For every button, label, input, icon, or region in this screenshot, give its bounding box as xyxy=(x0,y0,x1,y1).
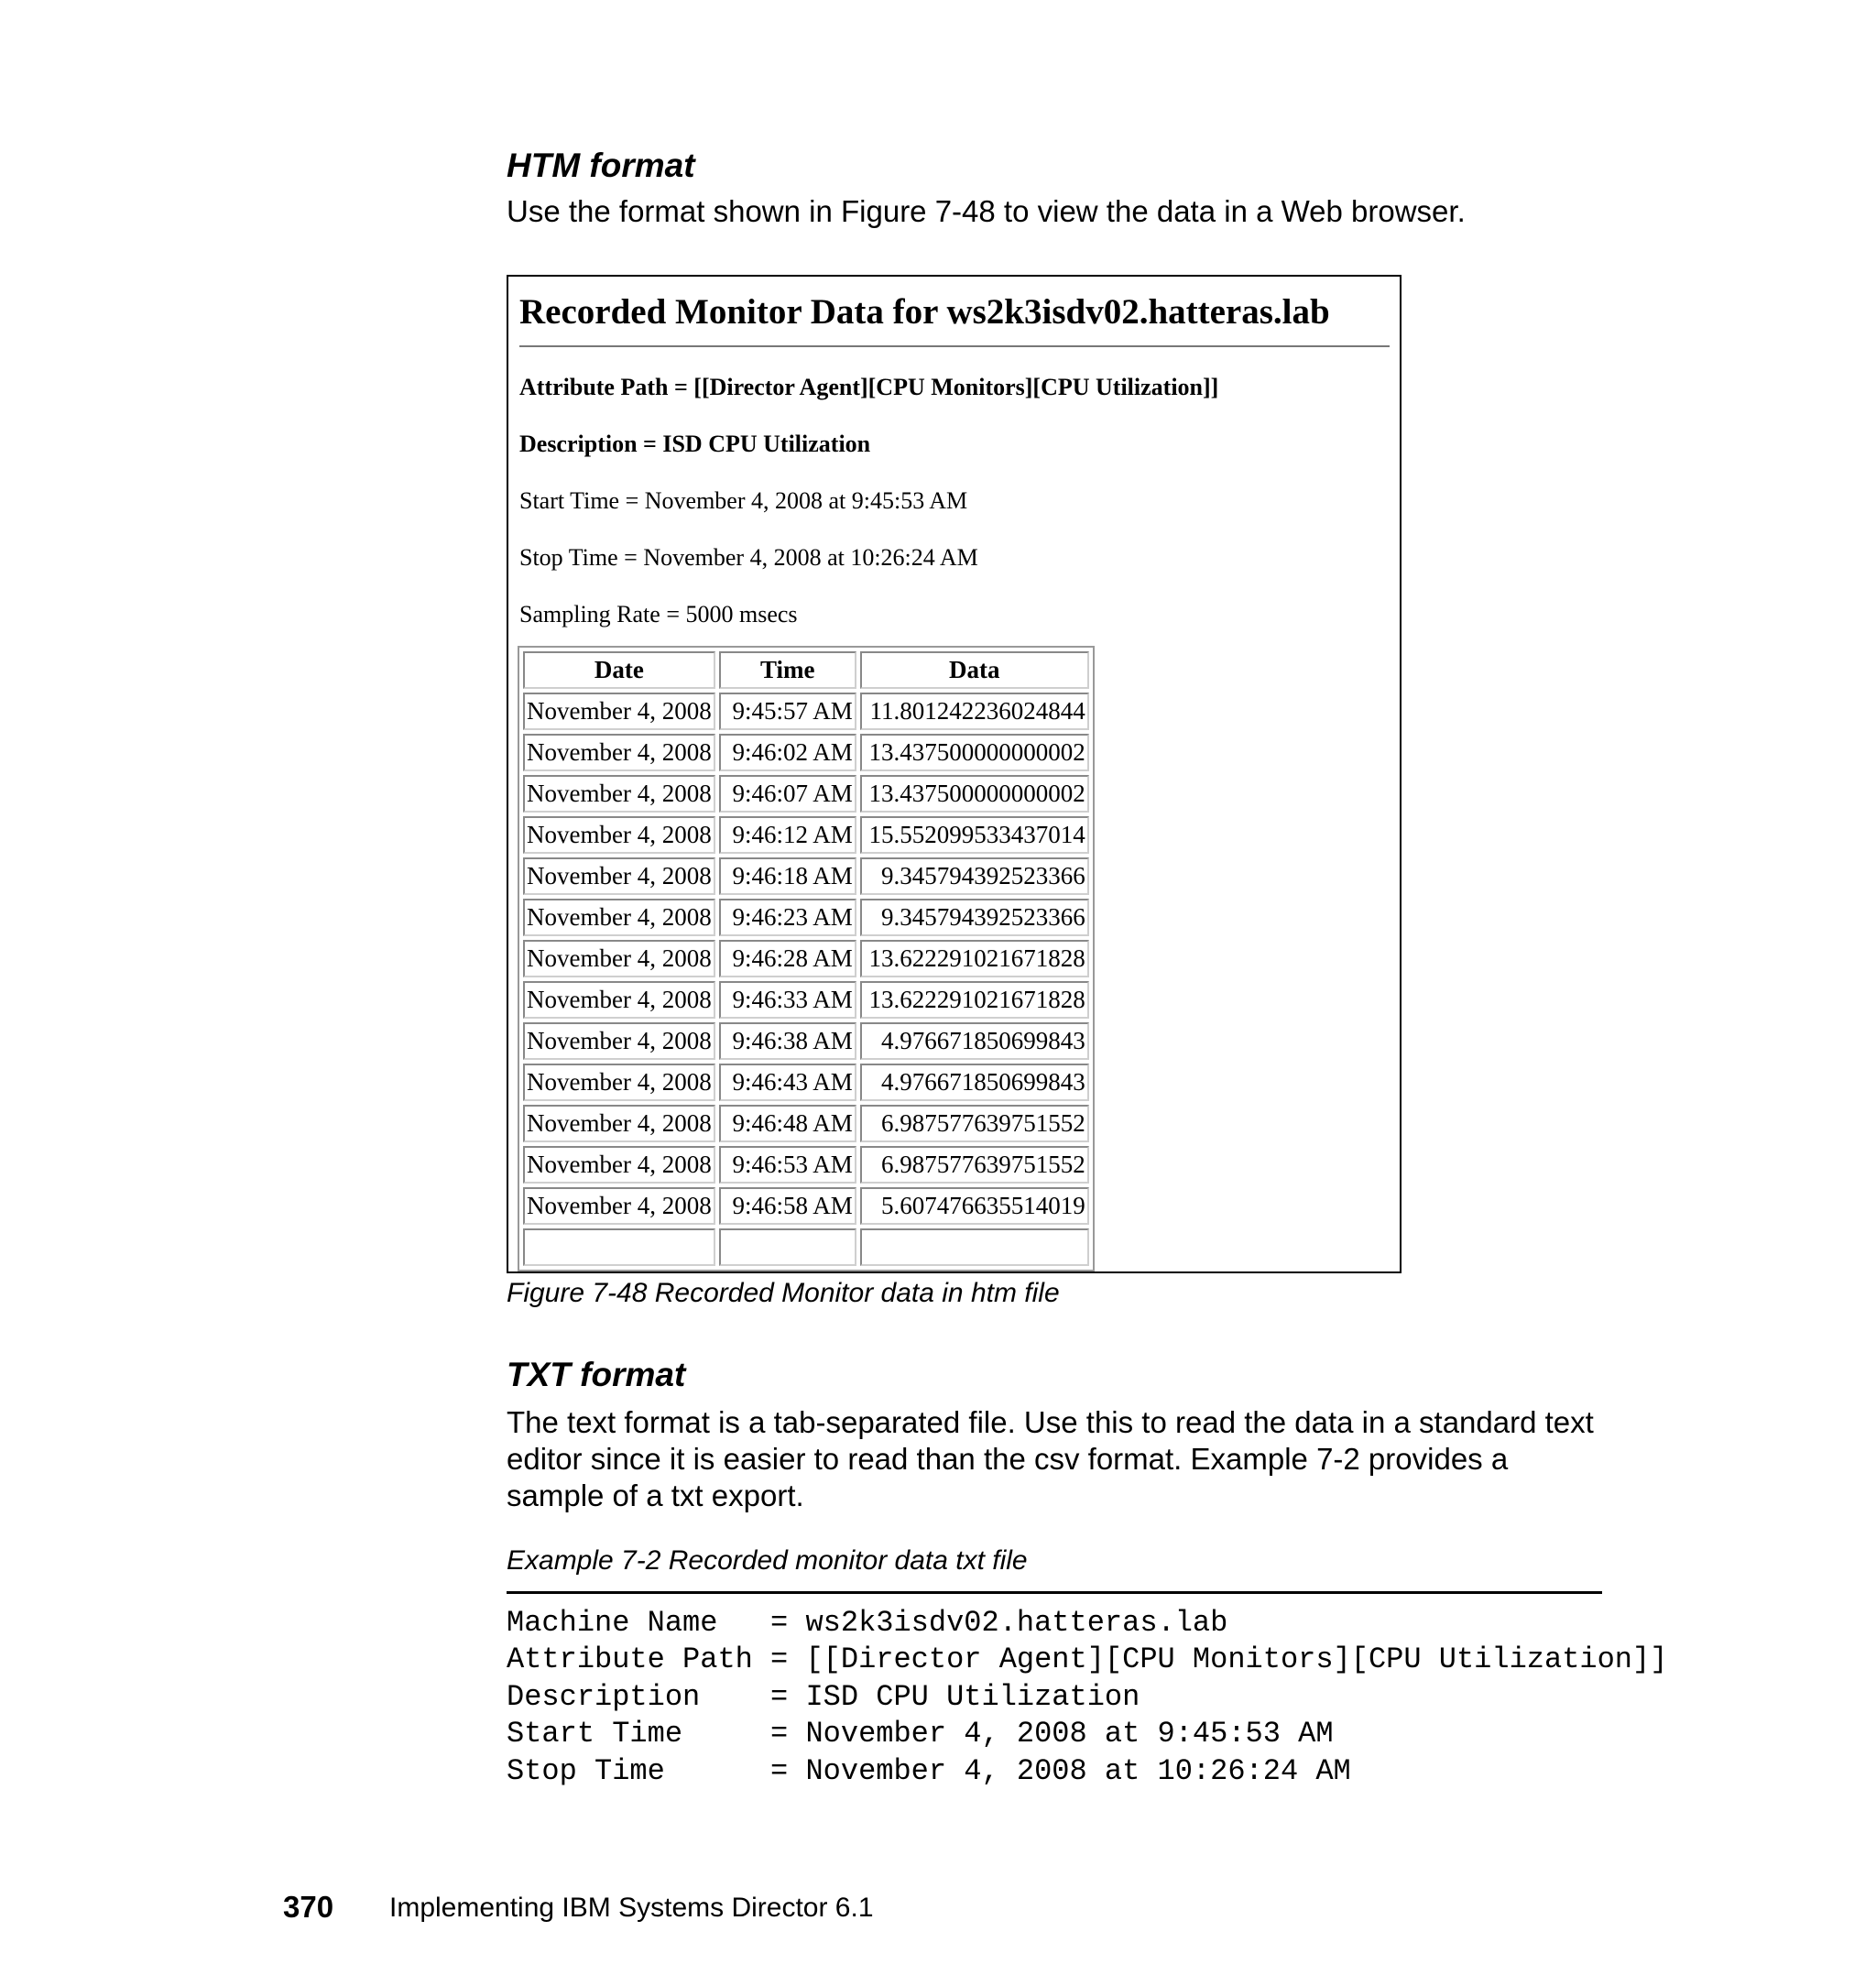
table-cell-time: 9:46:18 AM xyxy=(719,857,856,895)
table-cell-date: November 4, 2008 xyxy=(523,899,715,936)
table-cell-data: 5.607476635514019 xyxy=(860,1187,1089,1225)
table-cell-time: 9:46:07 AM xyxy=(719,775,856,813)
table-cell-time: 9:46:53 AM xyxy=(719,1146,856,1184)
table-cell-data: 13.622291021671828 xyxy=(860,940,1089,977)
table-cell-data: 4.976671850699843 xyxy=(860,1022,1089,1060)
table-cell-time: 9:45:57 AM xyxy=(719,693,856,730)
figure-page-title: Recorded Monitor Data for ws2k3isdv02.hatteras.lab xyxy=(519,292,1330,332)
figure-sampling-rate: Sampling Rate = 5000 msecs xyxy=(519,601,798,627)
table-cell-time xyxy=(719,1228,856,1266)
body-line: sample of a txt export. xyxy=(507,1479,804,1512)
table-cell-data: 13.622291021671828 xyxy=(860,981,1089,1019)
table-cell-date: November 4, 2008 xyxy=(523,1146,715,1184)
table-row xyxy=(523,981,1089,1019)
figure-caption: Figure 7-48 Recorded Monitor data in htm file xyxy=(507,1278,1060,1308)
table-row xyxy=(523,1146,1089,1184)
table-cell-data: 9.345794392523366 xyxy=(860,899,1089,936)
table-cell-date: November 4, 2008 xyxy=(523,857,715,895)
table-cell-data: 4.976671850699843 xyxy=(860,1064,1089,1101)
figure-stop-time: Stop Time = November 4, 2008 at 10:26:24 AM xyxy=(519,544,978,571)
table-cell-data: 6.987577639751552 xyxy=(860,1105,1089,1142)
table-cell-data: 13.437500000000002 xyxy=(860,775,1089,813)
figure-attribute-path: Attribute Path = [[Director Agent][CPU Monitors][CPU Utilization]] xyxy=(519,374,1219,400)
code-line: Attribute Path = [[Director Agent][CPU Monitors][CPU Utilization]] xyxy=(507,1642,1668,1677)
table-header-row xyxy=(523,651,1089,689)
table-cell-data: 11.801242236024844 xyxy=(860,693,1089,730)
table-row xyxy=(523,775,1089,813)
figure-start-time: Start Time = November 4, 2008 at 9:45:53 AM xyxy=(519,487,968,514)
table-row xyxy=(523,734,1089,771)
table-cell-date: November 4, 2008 xyxy=(523,940,715,977)
table-row xyxy=(523,1064,1089,1101)
table-cell-date: November 4, 2008 xyxy=(523,1064,715,1101)
table-row xyxy=(523,1187,1089,1225)
table-cell-time: 9:46:43 AM xyxy=(719,1064,856,1101)
example-top-rule xyxy=(507,1591,1602,1594)
table-header-data: Data xyxy=(860,651,1089,689)
code-line: Machine Name = ws2k3isdv02.hatteras.lab xyxy=(507,1606,1228,1640)
example-code-block xyxy=(507,1605,1667,1790)
table-row xyxy=(523,816,1089,854)
table-cell-data: 6.987577639751552 xyxy=(860,1146,1089,1184)
table-cell-date: November 4, 2008 xyxy=(523,1105,715,1142)
table-cell-date: November 4, 2008 xyxy=(523,734,715,771)
example-caption: Example 7-2 Recorded monitor data txt file xyxy=(507,1545,1028,1576)
table-row xyxy=(523,693,1089,730)
code-line: Description = ISD CPU Utilization xyxy=(507,1679,1140,1714)
table-header-time: Time xyxy=(719,651,856,689)
table-row xyxy=(523,1022,1089,1060)
table-cell-time: 9:46:12 AM xyxy=(719,816,856,854)
table-cell-data: 13.437500000000002 xyxy=(860,734,1089,771)
table-row xyxy=(523,1105,1089,1142)
code-line: Start Time = November 4, 2008 at 9:45:53 AM xyxy=(507,1717,1334,1751)
table-body xyxy=(523,693,1089,1266)
figure-screenshot xyxy=(507,275,1402,1273)
section-heading-htm: HTM format xyxy=(507,147,695,184)
figure-description: Description = ISD CPU Utilization xyxy=(519,431,871,457)
table-row-partial xyxy=(523,1228,1089,1266)
table-cell-date: November 4, 2008 xyxy=(523,1187,715,1225)
table-header-date: Date xyxy=(523,651,715,689)
figure-data-table xyxy=(518,646,1095,1271)
figure-divider xyxy=(519,345,1390,347)
table-cell-date: November 4, 2008 xyxy=(523,981,715,1019)
table-row xyxy=(523,899,1089,936)
table-cell-time: 9:46:38 AM xyxy=(719,1022,856,1060)
body-line: editor since it is easier to read than the csv format. Example 7-2 provides a xyxy=(507,1442,1509,1476)
page-number: 370 xyxy=(283,1890,334,1924)
table-cell-time: 9:46:33 AM xyxy=(719,981,856,1019)
table-cell-date: November 4, 2008 xyxy=(523,1022,715,1060)
table-cell-date xyxy=(523,1228,715,1266)
table-row xyxy=(523,940,1089,977)
section-body-txt xyxy=(507,1404,1594,1514)
table-cell-date: November 4, 2008 xyxy=(523,775,715,813)
table-cell-time: 9:46:48 AM xyxy=(719,1105,856,1142)
section-heading-txt: TXT format xyxy=(507,1356,686,1393)
body-line: The text format is a tab-separated file. Use this to read the data in a standard text xyxy=(507,1405,1594,1439)
table-cell-time: 9:46:23 AM xyxy=(719,899,856,936)
table-cell-data: 9.345794392523366 xyxy=(860,857,1089,895)
table-cell-time: 9:46:58 AM xyxy=(719,1187,856,1225)
code-line: Stop Time = November 4, 2008 at 10:26:24 AM xyxy=(507,1753,1351,1788)
table-cell-date: November 4, 2008 xyxy=(523,693,715,730)
table-cell-date: November 4, 2008 xyxy=(523,816,715,854)
section-body-htm: Use the format shown in Figure 7-48 to view the data in a Web browser. xyxy=(507,194,1466,228)
table-row xyxy=(523,857,1089,895)
table-cell-time: 9:46:28 AM xyxy=(719,940,856,977)
book-title: Implementing IBM Systems Director 6.1 xyxy=(389,1893,874,1923)
table-cell-time: 9:46:02 AM xyxy=(719,734,856,771)
table-cell-data xyxy=(860,1228,1089,1266)
table-cell-data: 15.552099533437014 xyxy=(860,816,1089,854)
